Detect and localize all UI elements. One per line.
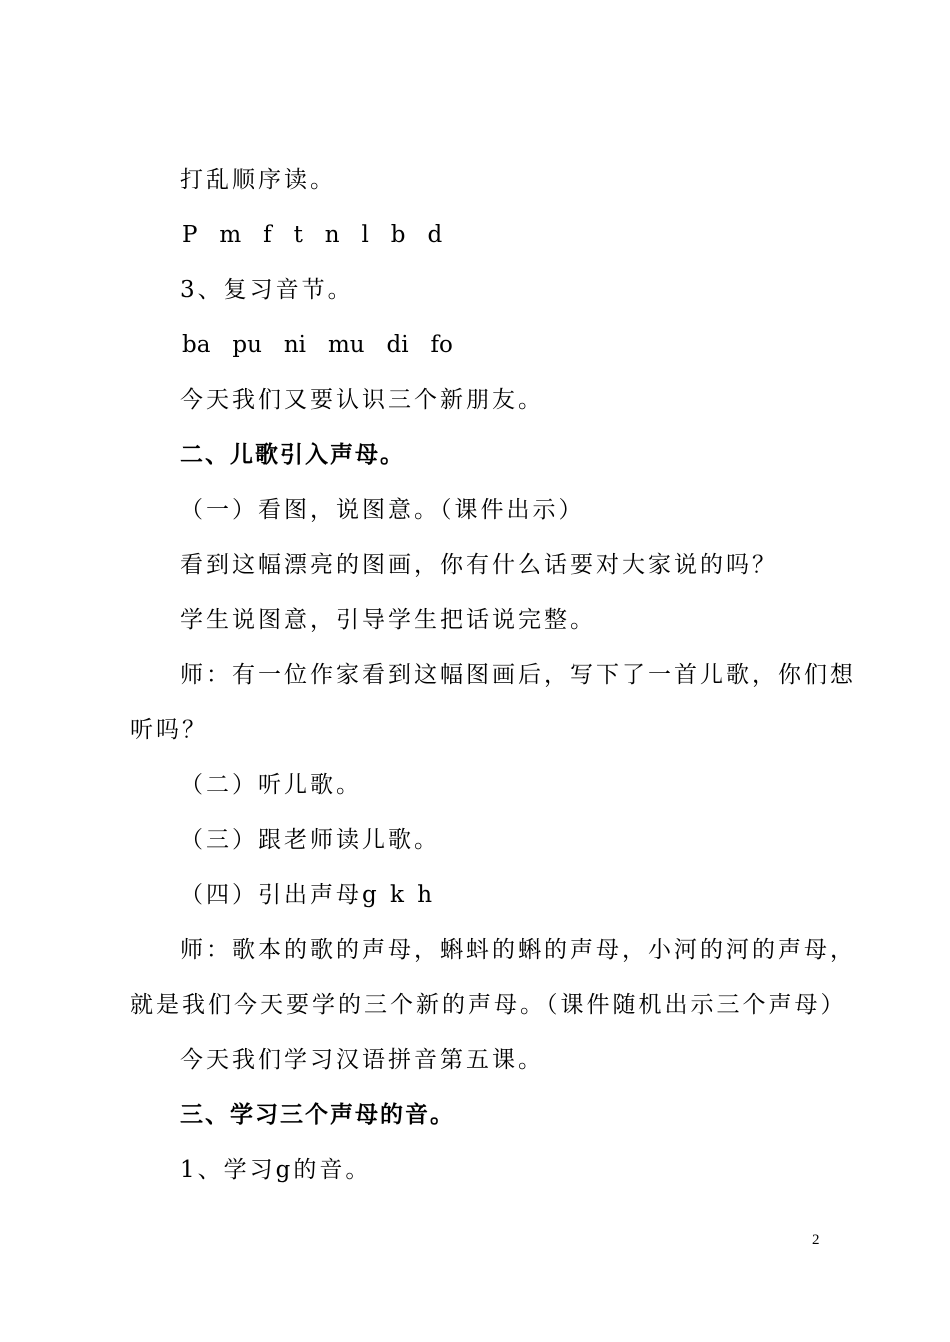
paragraph-teacher-2b: 就是我们今天要学的三个新的声母。（课件随机出示三个声母） (130, 992, 847, 1018)
section-heading-3: 三、学习三个声母的音。 (180, 1102, 455, 1128)
paragraph-step-1: （一）看图，说图意。（课件出示） (180, 497, 585, 523)
paragraph-teacher-1b: 听吗？ (130, 717, 208, 743)
paragraph-review-syllables: 3、复习音节。 (180, 277, 354, 303)
paragraph-question: 看到这幅漂亮的图画，你有什么话要对大家说的吗？ (180, 552, 778, 578)
paragraph-new-friends: 今天我们又要认识三个新朋友。 (180, 387, 544, 413)
paragraph-consonant-list: P m f t n l b d (182, 222, 443, 248)
paragraph-learn-g: 1、学习g的音。 (180, 1157, 372, 1183)
paragraph-step-4: （四）引出声母g k h (180, 882, 436, 908)
paragraph-lesson-five: 今天我们学习汉语拼音第五课。 (180, 1047, 544, 1073)
section-heading-2: 二、儿歌引入声母。 (180, 442, 405, 468)
paragraph-teacher-2a: 师：歌本的歌的声母，蝌蚪的蝌的声母，小河的河的声母， (180, 937, 856, 963)
paragraph-student-describe: 学生说图意，引导学生把话说完整。 (180, 607, 596, 633)
page-number: 2 (812, 1232, 820, 1248)
paragraph-step-3: （三）跟老师读儿歌。 (180, 827, 440, 853)
paragraph-syllable-list: ba pu ni mu di fo (182, 332, 453, 358)
paragraph-step-2: （二）听儿歌。 (180, 772, 362, 798)
paragraph-shuffle-read: 打乱顺序读。 (180, 167, 336, 193)
paragraph-teacher-1a: 师：有一位作家看到这幅图画后，写下了一首儿歌，你们想 (180, 662, 856, 688)
